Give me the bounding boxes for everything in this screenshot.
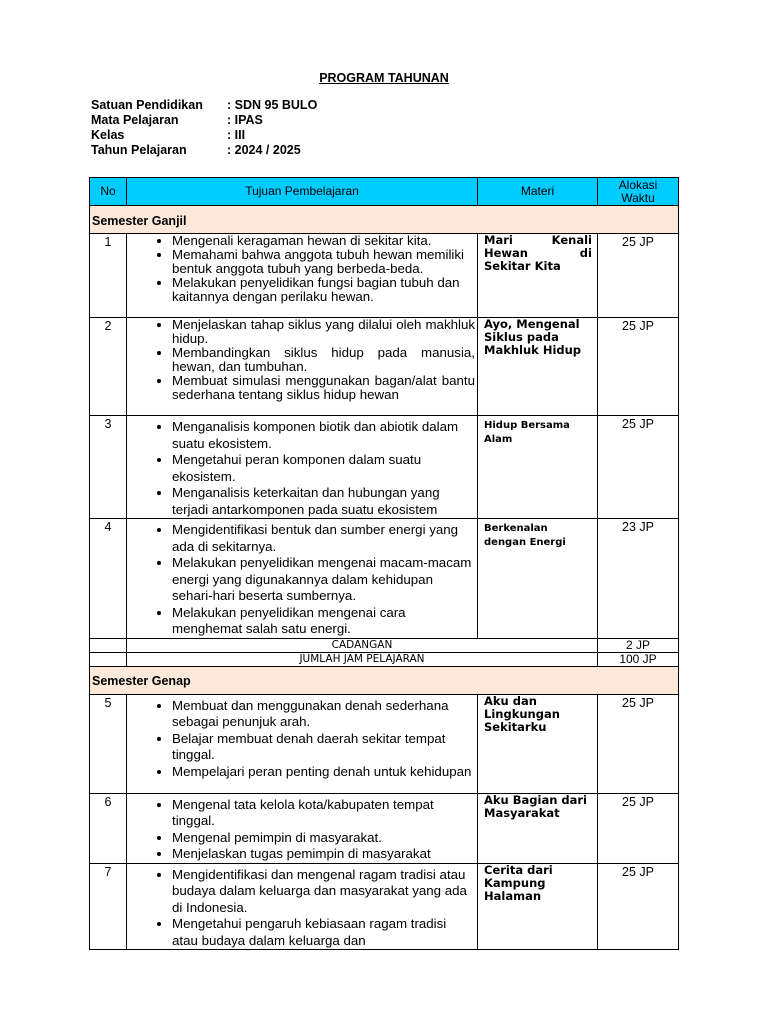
info-row-satuan (91, 98, 317, 113)
empty-cell (90, 638, 127, 652)
semester-genap-label: Semester Genap (90, 666, 679, 694)
info-label: Satuan Pendidikan (91, 98, 203, 112)
row-tujuan (127, 793, 478, 863)
header-alokasi (598, 178, 679, 206)
row-no: 2 (90, 318, 127, 416)
tujuan-item: • Melakukan penyelidikan mengenai cara menghemat salah satu energi. (172, 605, 475, 638)
row-no: 7 (90, 863, 127, 950)
row-tujuan (127, 318, 478, 416)
table-row (90, 234, 679, 318)
tujuan-item: • Mengidentifikasi bentuk dan sumber energi yang ada di sekitarnya. (172, 522, 475, 555)
tujuan-item: • Menganalisis komponen biotik dan abiotik dalam suatu ekosistem. (172, 419, 475, 452)
info-label: Mata Pelajaran (91, 113, 179, 127)
header-materi: Materi (478, 178, 598, 206)
semester-ganjil-row (90, 206, 679, 234)
tujuan-item: • Mengetahui pengaruh kebiasaan ragam tradisi atau budaya dalam keluarga dan (172, 916, 475, 949)
row-waktu: 25 JP (598, 234, 679, 318)
program-table (89, 177, 679, 950)
tujuan-item: • Menjelaskan tugas pemimpin di masyarakat (172, 846, 475, 863)
jumlah-value: 100 JP (598, 652, 679, 666)
row-materi: Aku dan Lingkungan Sekitarku (478, 694, 598, 793)
row-no: 1 (90, 234, 127, 318)
info-label: Kelas (91, 128, 125, 142)
table-row (90, 416, 679, 519)
tujuan-item: • Membuat simulasi menggunakan bagan/alat bantu sederhana tentang siklus hidup hewan (172, 374, 475, 402)
header-no: No (90, 178, 127, 206)
row-waktu: 25 JP (598, 694, 679, 793)
row-materi: Berkenalan dengan Energi (478, 519, 598, 639)
info-row-kelas (91, 128, 317, 143)
info-value: : SDN 95 BULO (227, 98, 318, 112)
info-value: : IPAS (227, 113, 263, 127)
tujuan-item: • Membuat dan menggunakan denah sederhana sebagai penunjuk arah. (172, 698, 475, 731)
tujuan-item: • Melakukan penyelidikan mengenai macam-macam energi yang digunakannya dalam kehidupan sehari-hari beserta sumbernya. (172, 555, 475, 605)
row-materi: Mari Kenali Hewan di Sekitar Kita (478, 234, 598, 318)
tujuan-item: • Belajar membuat denah daerah sekitar tempat tinggal. (172, 731, 475, 764)
table-row (90, 863, 679, 950)
tujuan-item: • Mempelajari peran penting denah untuk kehidupan (172, 764, 475, 781)
info-value: : 2024 / 2025 (227, 143, 301, 157)
row-tujuan (127, 694, 478, 793)
row-tujuan (127, 234, 478, 318)
cadangan-row (90, 638, 679, 652)
jumlah-row (90, 652, 679, 666)
tujuan-item: • Mengenal tata kelola kota/kabupaten tempat tinggal. (172, 797, 475, 830)
row-waktu: 25 JP (598, 863, 679, 950)
jumlah-label: JUMLAH JAM PELAJARAN (127, 652, 598, 666)
header-alokasi-line1: Alokasi (618, 177, 658, 192)
info-value: : III (227, 128, 246, 142)
tujuan-item: • Mengidentifikasi dan mengenal ragam tradisi atau budaya dalam keluarga dan masyarakat yang ada di Indonesia. (172, 867, 475, 917)
info-row-tahun (91, 143, 317, 158)
cadangan-value: 2 JP (598, 638, 679, 652)
row-tujuan (127, 519, 478, 639)
row-no: 6 (90, 793, 127, 863)
header-tujuan: Tujuan Pembelajaran (127, 178, 478, 206)
row-tujuan (127, 863, 478, 950)
row-waktu: 25 JP (598, 793, 679, 863)
tujuan-item: • Mengenal pemimpin di masyarakat. (172, 830, 475, 847)
row-materi: Cerita dari Kampung Halaman (478, 863, 598, 950)
row-materi: Aku Bagian dari Masyarakat (478, 793, 598, 863)
row-waktu: 25 JP (598, 416, 679, 519)
semester-ganjil-label: Semester Ganjil (90, 206, 679, 234)
row-materi: Ayo, Mengenal Siklus pada Makhluk Hidup (478, 318, 598, 416)
tujuan-item: • Membandingkan siklus hidup pada manusia, hewan, dan tumbuhan. (172, 346, 475, 374)
row-tujuan (127, 416, 478, 519)
identity-block (91, 98, 317, 158)
table-row (90, 519, 679, 639)
row-no: 5 (90, 694, 127, 793)
row-no: 3 (90, 416, 127, 519)
table-header-row (90, 178, 679, 206)
row-waktu: 23 JP (598, 519, 679, 639)
table-row (90, 694, 679, 793)
tujuan-item: • Melakukan penyelidikan fungsi bagian tubuh dan kaitannya dengan perilaku hewan. (172, 276, 475, 304)
table-row (90, 793, 679, 863)
header-alokasi-line2: Waktu (621, 190, 655, 205)
tujuan-item: • Memahami bahwa anggota tubuh hewan memiliki bentuk anggota tubuh yang berbeda-beda. (172, 248, 475, 276)
table-row (90, 318, 679, 416)
tujuan-item: • Menganalisis keterkaitan dan hubungan yang terjadi antarkomponen pada suatu ekosistem (172, 485, 475, 518)
semester-genap-row (90, 666, 679, 694)
info-label: Tahun Pelajaran (91, 143, 187, 157)
empty-cell (90, 652, 127, 666)
info-row-mapel (91, 113, 317, 128)
tujuan-item: • Menjelaskan tahap siklus yang dilalui oleh makhluk hidup. (172, 318, 475, 346)
row-waktu: 25 JP (598, 318, 679, 416)
document-title: PROGRAM TAHUNAN (319, 71, 449, 85)
cadangan-label: CADANGAN (127, 638, 598, 652)
row-materi: Hidup Bersama Alam (478, 416, 598, 519)
tujuan-item: • Mengenali keragaman hewan di sekitar kita. (172, 234, 475, 248)
tujuan-item: • Mengetahui peran komponen dalam suatu ekosistem. (172, 452, 475, 485)
row-no: 4 (90, 519, 127, 639)
